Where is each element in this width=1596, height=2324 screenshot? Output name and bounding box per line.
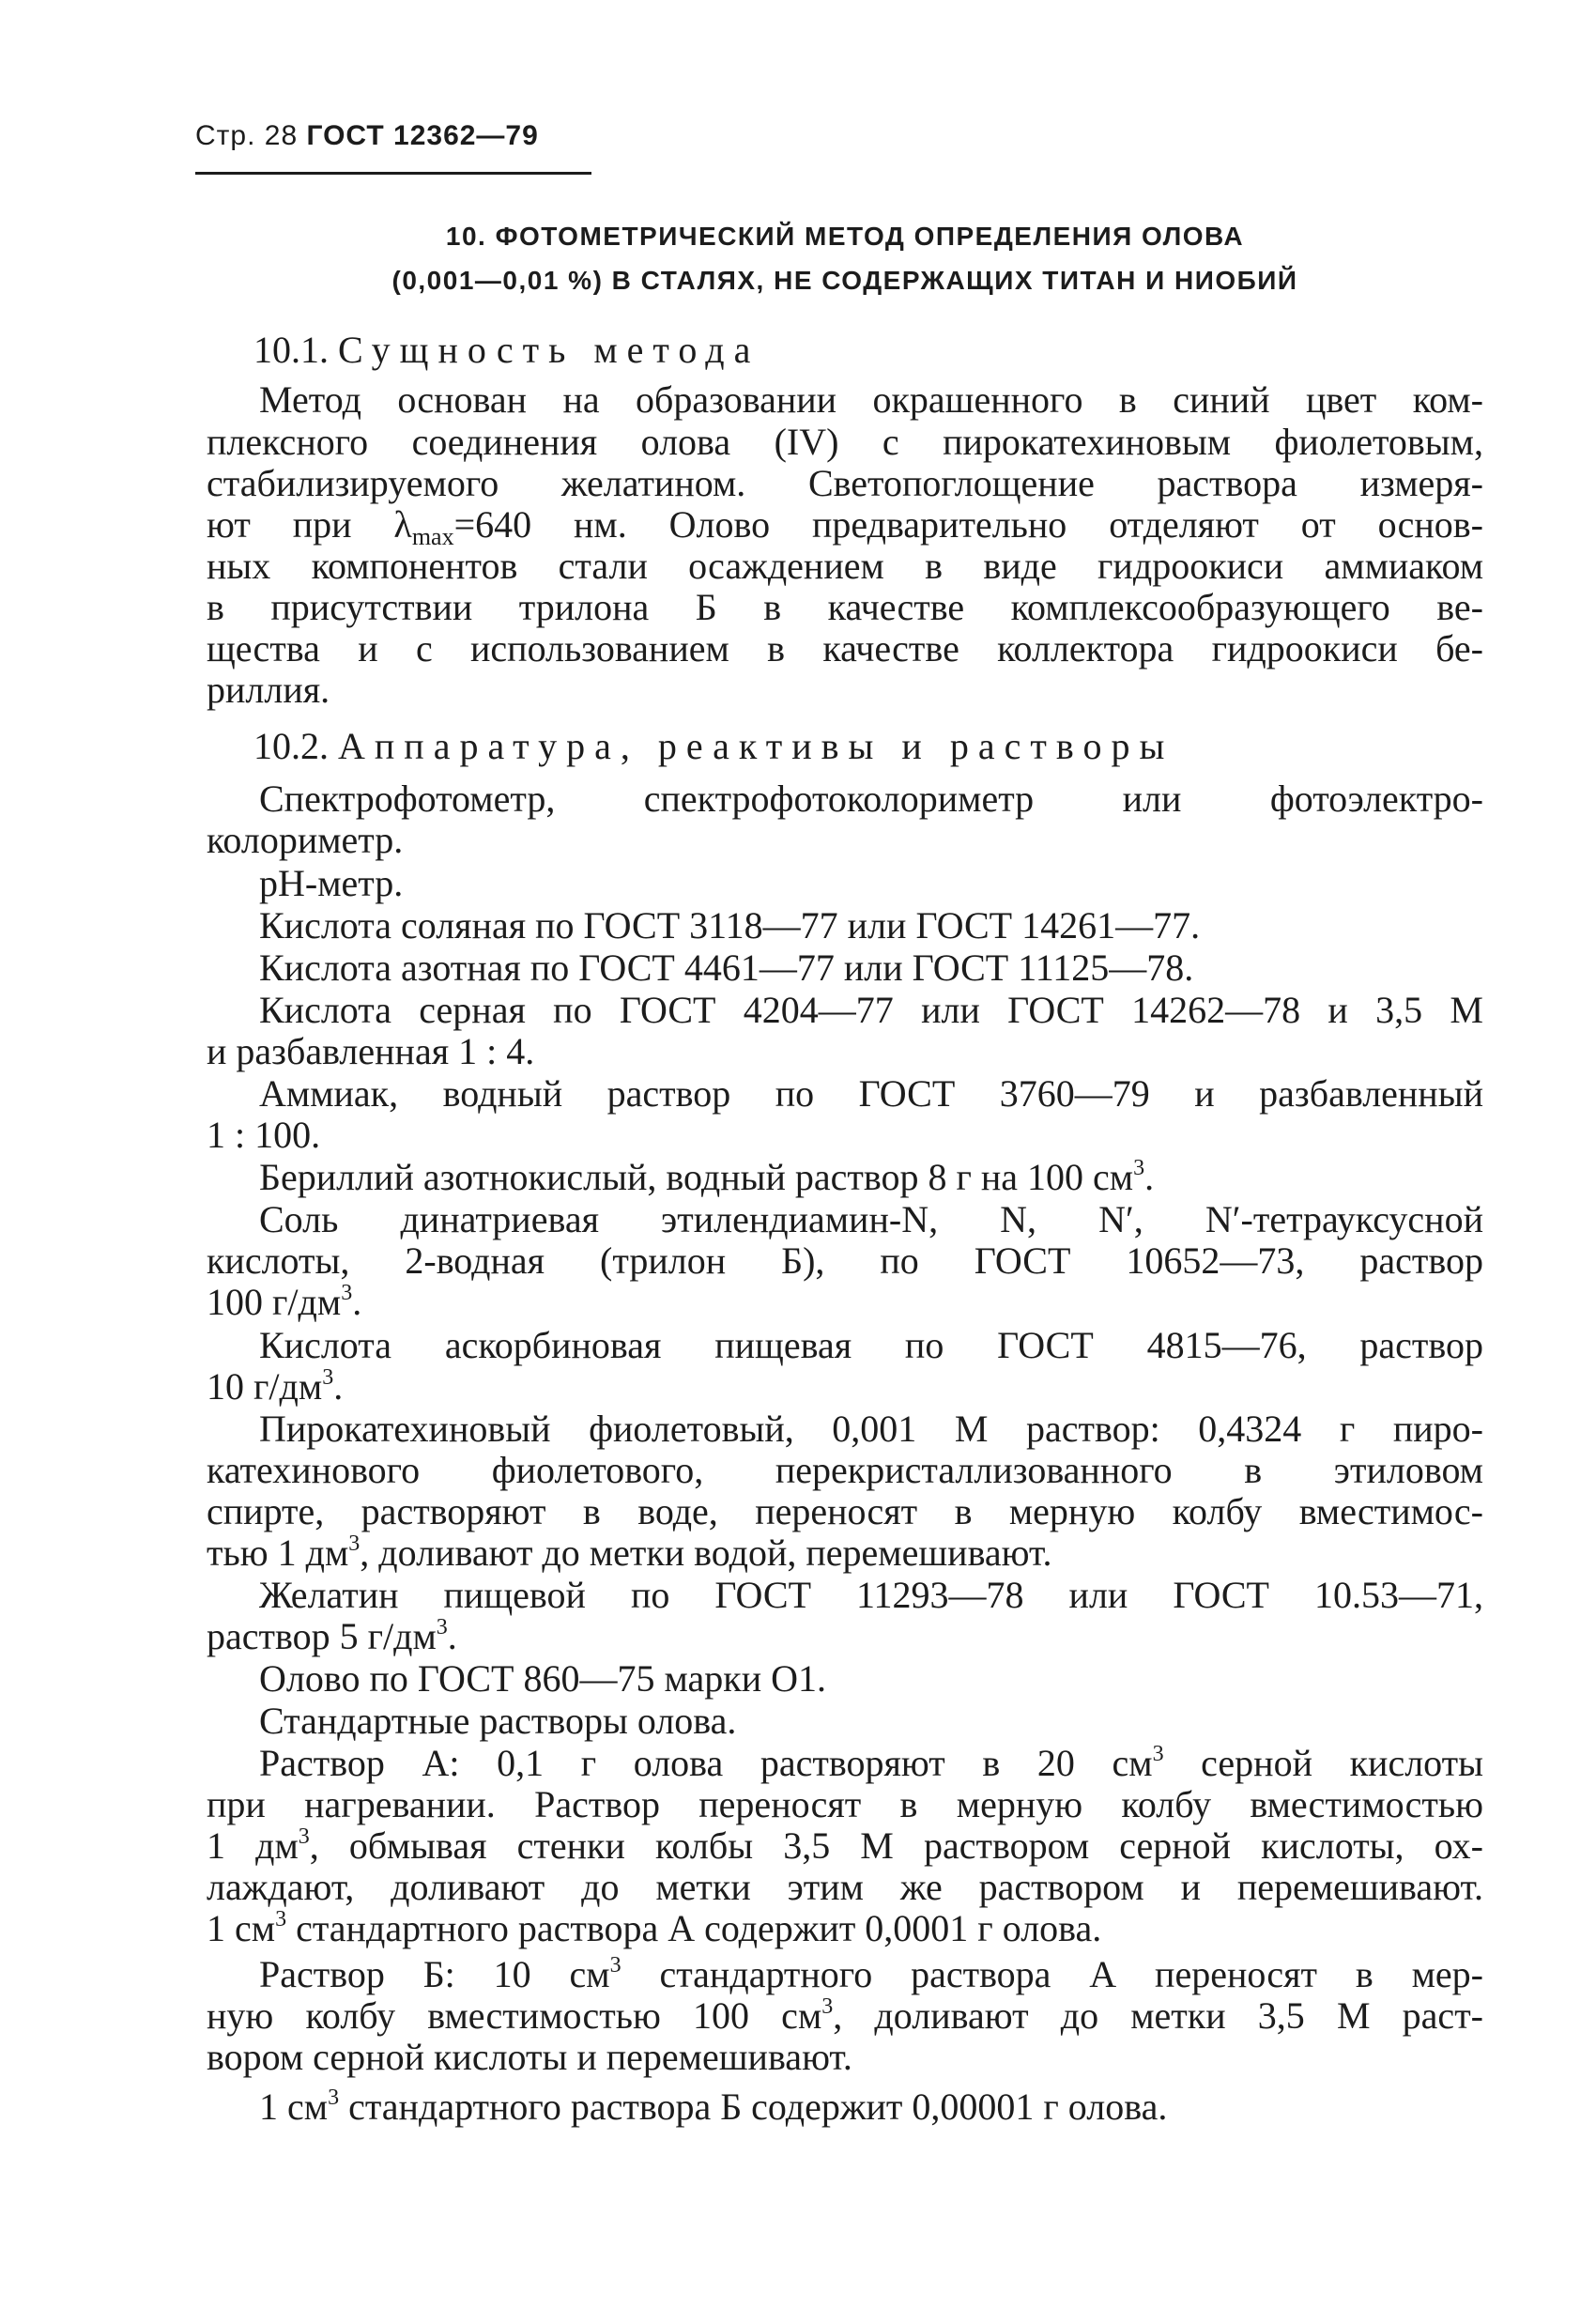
text-line: стабилизируемого желатином. Светопоглощение раствора измеря-: [207, 462, 1483, 504]
superscript: 3: [348, 1531, 361, 1556]
superscript: 3: [322, 1365, 334, 1390]
standard-code: ГОСТ 12362—79: [306, 120, 539, 151]
text-run: стандартного раствора Б содержит 0,00001 г олова.: [339, 2085, 1168, 2128]
text-line: [259, 1953, 1483, 1996]
text-line: кислоты, 2-водная (трилон Б), по ГОСТ 10652—73, раствор: [207, 1239, 1483, 1282]
text-line: катехинового фиолетового, перекристаллизованного в этиловом: [207, 1449, 1483, 1491]
text-run: 10 г/дм: [207, 1365, 323, 1408]
text-run: раствор 5 г/дм: [207, 1615, 437, 1657]
text-line: щества и с использованием в качестве коллектора гидроокиси бе-: [207, 627, 1483, 669]
text-line: 1 : 100.: [207, 1114, 321, 1156]
text-line: спирте, растворяют в воде, переносят в мерную колбу вместимос-: [207, 1490, 1483, 1532]
text-line: [207, 1365, 1483, 1408]
page-header: [195, 120, 539, 152]
section-heading: Сущность метода: [338, 329, 760, 371]
text-line: [207, 1824, 1483, 1868]
text-run: .: [447, 1615, 457, 1657]
subscript: max: [411, 523, 454, 550]
text-run: .: [1144, 1156, 1155, 1198]
superscript: 3: [328, 2085, 340, 2110]
section-number: 10.1.: [253, 329, 329, 371]
section-heading: Аппаратура, реактивы и растворы: [338, 725, 1174, 767]
superscript: 3: [1152, 1742, 1164, 1766]
text-run: 100 г/дм: [207, 1281, 342, 1323]
superscript: 3: [341, 1281, 353, 1305]
text-run: Раствор Б: 10 см: [259, 1953, 610, 1995]
text-line: Пирокатехиновый фиолетовый, 0,001 М раствор: 0,4324 г пиро-: [259, 1408, 1483, 1450]
text-line: Спектрофотометр, спектрофотоколориметр или фотоэлектро-: [259, 777, 1483, 820]
text-run: 1 дм: [207, 1824, 299, 1867]
text-line: [207, 1531, 1483, 1575]
text-line: [207, 1994, 1483, 2038]
section-title-line-1: 10. ФОТОМЕТРИЧЕСКИЙ МЕТОД ОПРЕДЕЛЕНИЯ ОЛОВА: [445, 222, 1245, 251]
text-line: Кислота серная по ГОСТ 4204—77 или ГОСТ 14262—78 и 3,5 М: [259, 989, 1483, 1031]
section-title-line-2: (0,001—0,01 %) В СТАЛЯХ, НЕ СОДЕРЖАЩИХ ТИТАН И НИОБИЙ: [391, 266, 1298, 295]
section-10-2-heading: [253, 725, 1530, 768]
text-run: стандартного раствора А переносят в мер-: [621, 1953, 1483, 1995]
text-line: Метод основан на образовании окрашенного в синий цвет ком-: [259, 378, 1483, 421]
text-line: лаждают, доливают до метки этим же раствором и перемешивают.: [207, 1866, 1483, 1908]
text-line: Кислота азотная по ГОСТ 4461—77 или ГОСТ 11125—78.: [259, 947, 1194, 989]
text-run: ную колбу вместимостью 100 см: [207, 1994, 822, 2037]
text-run: , доливают до метки водой, перемешивают.: [360, 1531, 1052, 1574]
text-line: в присутствии трилона Б в качестве комплексообразующего ве-: [207, 586, 1483, 628]
text-line: [259, 1742, 1483, 1785]
text-line: [259, 1156, 1483, 1199]
text-line: [207, 1281, 1483, 1324]
section-number: 10.2.: [253, 725, 329, 767]
text-line: Кислота соляная по ГОСТ 3118—77 или ГОСТ 14261—77.: [259, 904, 1201, 947]
superscript: 3: [609, 1953, 622, 1978]
section-10-1-heading: [253, 329, 1530, 372]
text-line: Аммиак, водный раствор по ГОСТ 3760—79 и разбавленный: [259, 1072, 1483, 1115]
text-line: Кислота аскорбиновая пищевая по ГОСТ 4815—76, раствор: [259, 1324, 1483, 1366]
text-run: , обмывая стенки колбы 3,5 М раствором серной кислоты, ох-: [309, 1824, 1483, 1867]
text-line: Олово по ГОСТ 860—75 марки О1.: [259, 1657, 827, 1700]
text-line: риллия.: [207, 669, 330, 711]
text-run: ют при λ: [207, 503, 412, 546]
text-line: [207, 1907, 1483, 1950]
text-line: [259, 2085, 1483, 2129]
text-line: ных компонентов стали осаждением в виде гидроокиси аммиаком: [207, 545, 1483, 587]
text-run: серной кислоты: [1163, 1742, 1483, 1784]
text-line: рН-метр.: [259, 862, 404, 904]
text-line: Желатин пищевой по ГОСТ 11293—78 или ГОСТ 10.53—71,: [259, 1574, 1483, 1616]
superscript: 3: [436, 1615, 448, 1639]
text-run: .: [352, 1281, 362, 1323]
text-line: при нагревании. Раствор переносят в мерную колбу вместимостью: [207, 1783, 1483, 1825]
superscript: 3: [298, 1824, 310, 1849]
text-run: .: [333, 1365, 344, 1408]
superscript: 3: [1133, 1156, 1145, 1180]
text-line: вором серной кислоты и перемешивают.: [207, 2036, 852, 2078]
text-line: [207, 1615, 1483, 1658]
page-number: Стр. 28: [195, 120, 299, 151]
text-run: =640 нм. Олово предварительно отделяют от основ-: [453, 503, 1483, 546]
text-run: Раствор А: 0,1 г олова растворяют в 20 см: [259, 1742, 1153, 1784]
header-rule: [195, 172, 591, 175]
text-line: [207, 503, 1483, 550]
text-line: и разбавленная 1 : 4.: [207, 1030, 535, 1072]
text-run: 1 см: [207, 1907, 276, 1949]
text-run: 1 см: [259, 2085, 329, 2128]
text-run: тью 1 дм: [207, 1531, 349, 1574]
text-run: Бериллий азотнокислый, водный раствор 8 г на 100 см: [259, 1156, 1134, 1198]
text-line: Стандартные растворы олова.: [259, 1700, 737, 1742]
text-line: плексного соединения олова (IV) с пирокатехиновым фиолетовым,: [207, 421, 1483, 463]
text-run: стандартного раствора А содержит 0,0001 г олова.: [286, 1907, 1102, 1949]
superscript: 3: [821, 1994, 834, 2019]
superscript: 3: [275, 1907, 287, 1932]
text-run: , доливают до метки 3,5 М раст-: [833, 1994, 1483, 2037]
text-line: колориметр.: [207, 819, 404, 861]
text-line: Соль динатриевая этилендиамин-N, N, N′, N′-тетрауксусной: [259, 1198, 1483, 1240]
